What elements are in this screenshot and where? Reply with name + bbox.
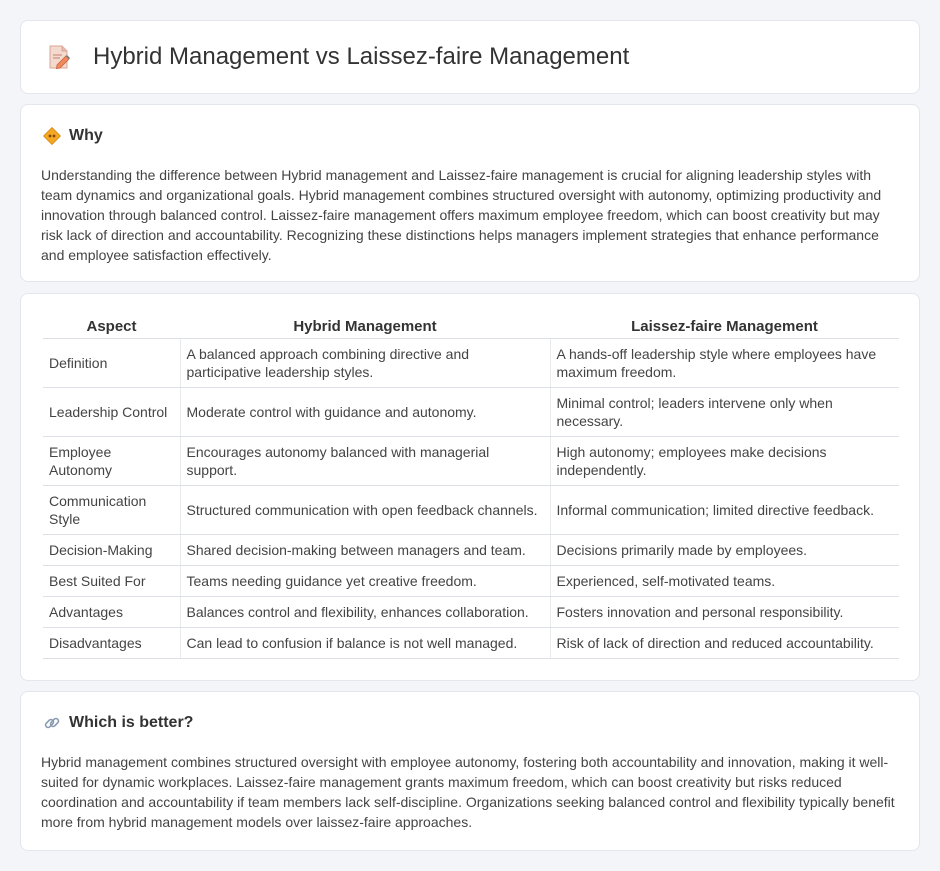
aspect-cell: Decision-Making	[43, 534, 180, 565]
hybrid-cell: Teams needing guidance yet creative freedom.	[180, 565, 550, 596]
comparison-table	[43, 316, 899, 659]
laissez-faire-cell: Decisions primarily made by employees.	[550, 534, 899, 565]
table-row	[43, 387, 899, 436]
document-pencil-icon	[47, 44, 71, 70]
table-row	[43, 596, 899, 627]
hybrid-cell: Can lead to confusion if balance is not well managed.	[180, 627, 550, 658]
table-row	[43, 436, 899, 485]
table-row	[43, 565, 899, 596]
aspect-cell: Employee Autonomy	[43, 436, 180, 485]
laissez-faire-cell: Risk of lack of direction and reduced accountability.	[550, 627, 899, 658]
table-row	[43, 338, 899, 387]
laissez-faire-cell: Minimal control; leaders intervene only when necessary.	[550, 387, 899, 436]
why-heading: Why	[69, 127, 103, 144]
hybrid-cell: Moderate control with guidance and autonomy.	[180, 387, 550, 436]
better-text: Hybrid management combines structured oversight with employee autonomy, fostering both accountability and innovation, making it well-suited for dynamic workplaces. Laissez-faire management grants maximum freedom, which can boost creativity but risks reduced coordination and accountability if team members lack self-discipline. Organizations seeking balanced control and flexibility typically benefit more from hybrid management models over laissez-faire approaches.	[41, 754, 895, 830]
aspect-cell: Best Suited For	[43, 565, 180, 596]
aspect-cell: Communication Style	[43, 485, 180, 534]
table-row	[43, 534, 899, 565]
why-heading-row	[43, 127, 103, 145]
title-row	[47, 43, 629, 71]
hybrid-cell: Balances control and flexibility, enhances collaboration.	[180, 596, 550, 627]
laissez-faire-cell: A hands-off leadership style where employees have maximum freedom.	[550, 338, 899, 387]
laissez-faire-cell: High autonomy; employees make decisions independently.	[550, 436, 899, 485]
page-title: Hybrid Management vs Laissez-faire Management	[93, 43, 630, 70]
table-row	[43, 627, 899, 658]
hybrid-cell: Shared decision-making between managers and team.	[180, 534, 550, 565]
table-row	[43, 485, 899, 534]
why-card	[20, 104, 920, 282]
laissez-faire-cell: Experienced, self-motivated teams.	[550, 565, 899, 596]
aspect-cell: Advantages	[43, 596, 180, 627]
better-heading-row	[43, 714, 193, 732]
which-better-card	[20, 691, 920, 851]
hybrid-cell: Encourages autonomy balanced with managerial support.	[180, 436, 550, 485]
aspect-cell: Disadvantages	[43, 627, 180, 658]
header-hybrid: Hybrid Management	[180, 316, 550, 338]
hybrid-cell: A balanced approach combining directive and participative leadership styles.	[180, 338, 550, 387]
aspect-cell: Definition	[43, 338, 180, 387]
title-card	[20, 20, 920, 94]
header-laissez-faire: Laissez-faire Management	[550, 316, 899, 338]
table-header-row	[43, 316, 899, 338]
aspect-cell: Leadership Control	[43, 387, 180, 436]
diamond-sign-icon	[43, 127, 61, 145]
better-heading: Which is better?	[69, 714, 194, 731]
hybrid-cell: Structured communication with open feedback channels.	[180, 485, 550, 534]
why-text: Understanding the difference between Hybrid management and Laissez-faire management is crucial for aligning leadership styles with team dynamics and organizational goals. Hybrid management combines structured oversight with autonomy, optimizing productivity and innovation through balanced control. Laissez-faire management offers maximum employee freedom, which can boost creativity but may risk lack of direction and accountability. Recognizing these distinctions helps managers implement strategies that enhance performance and employee satisfaction effectively.	[41, 167, 882, 263]
laissez-faire-cell: Informal communication; limited directive feedback.	[550, 485, 899, 534]
laissez-faire-cell: Fosters innovation and personal responsibility.	[550, 596, 899, 627]
comparison-card	[20, 293, 920, 681]
link-icon	[43, 714, 61, 732]
header-aspect: Aspect	[43, 316, 180, 338]
